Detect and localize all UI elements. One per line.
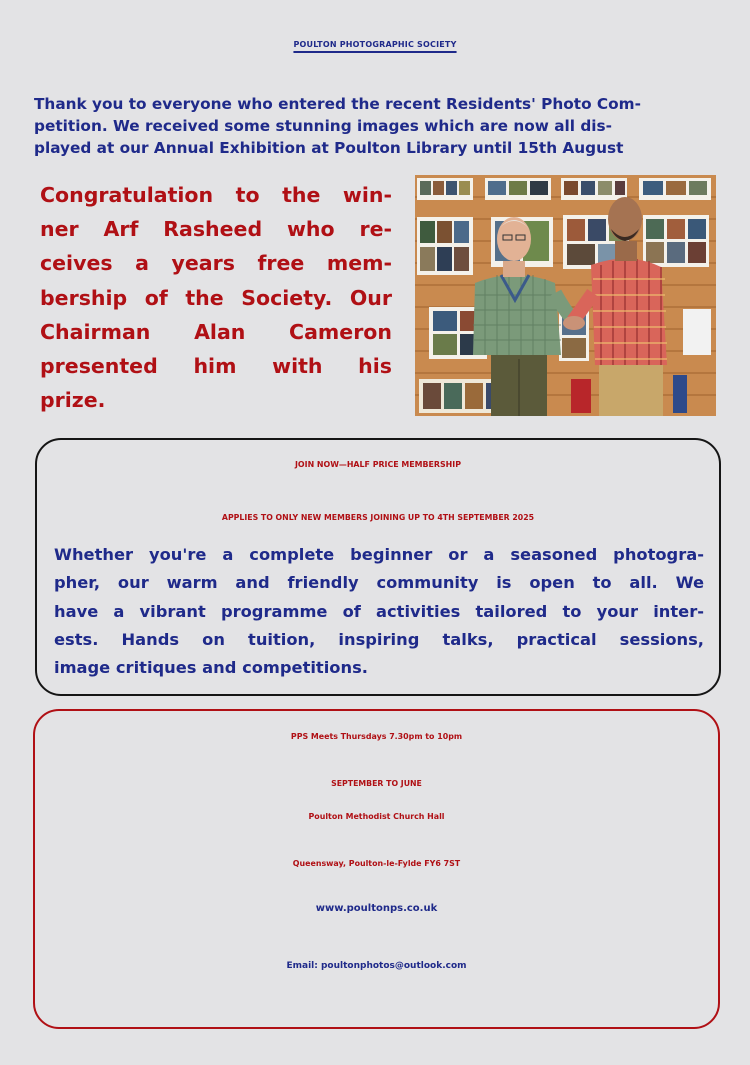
email-link[interactable]: Email: poultonphotos@outlook.com — [286, 961, 467, 971]
intro-line: played at our Annual Exhibition at Poulton Library until 15th August — [34, 139, 624, 157]
offer-heading: JOIN NOW—HALF PRICE MEMBERSHIP — [294, 460, 461, 469]
offer-line: have a vibrant programme of activities tailored to your inter- — [54, 601, 704, 621]
membership-offer-panel — [35, 438, 721, 696]
intro-paragraph — [34, 93, 718, 159]
winner-line: ceives a years free mem- — [40, 251, 392, 276]
winner-line: ner Arf Rasheed who re- — [40, 217, 392, 242]
intro-line: petition. We received some stunning images which are now all dis- — [34, 117, 612, 135]
meeting-season: SEPTEMBER TO JUNE — [331, 779, 422, 788]
winner-line: bership of the Society. Our — [40, 285, 392, 310]
winner-paragraph — [40, 178, 392, 417]
meeting-schedule: PPS Meets Thursdays 7.30pm to 10pm — [290, 732, 463, 741]
offer-terms: APPLIES TO ONLY NEW MEMBERS JOINING UP TO 4TH SEPTEMBER 2025 — [221, 513, 535, 522]
offer-line: image critiques and competitions. — [54, 658, 368, 678]
winner-line: Congratulation to the win- — [40, 183, 392, 207]
winner-line: prize. — [40, 388, 106, 413]
intro-line: Thank you to everyone who entered the recent Residents' Photo Com- — [34, 95, 641, 113]
offer-line: pher, our warm and friendly community is open to all. We — [54, 573, 704, 593]
meeting-address: Queensway, Poulton-le-Fylde FY6 7ST — [292, 859, 461, 868]
photo-handshake-exhibition-icon — [415, 175, 716, 416]
page-title: POULTON PHOTOGRAPHIC SOCIETY — [293, 40, 457, 49]
offer-line: Whether you're a complete beginner or a seasoned photogra- — [54, 545, 704, 564]
offer-description — [54, 541, 704, 682]
meeting-venue: Poulton Methodist Church Hall — [308, 812, 445, 821]
winner-line: Chairman Alan Cameron — [40, 319, 392, 344]
meeting-info-panel — [33, 709, 720, 1029]
winner-line: presented him with his — [40, 354, 392, 379]
offer-line: ests. Hands on tuition, inspiring talks, practical sessions, — [54, 629, 704, 649]
website-link[interactable]: www.poultonps.co.uk — [315, 903, 438, 914]
winner-photo — [415, 175, 716, 416]
